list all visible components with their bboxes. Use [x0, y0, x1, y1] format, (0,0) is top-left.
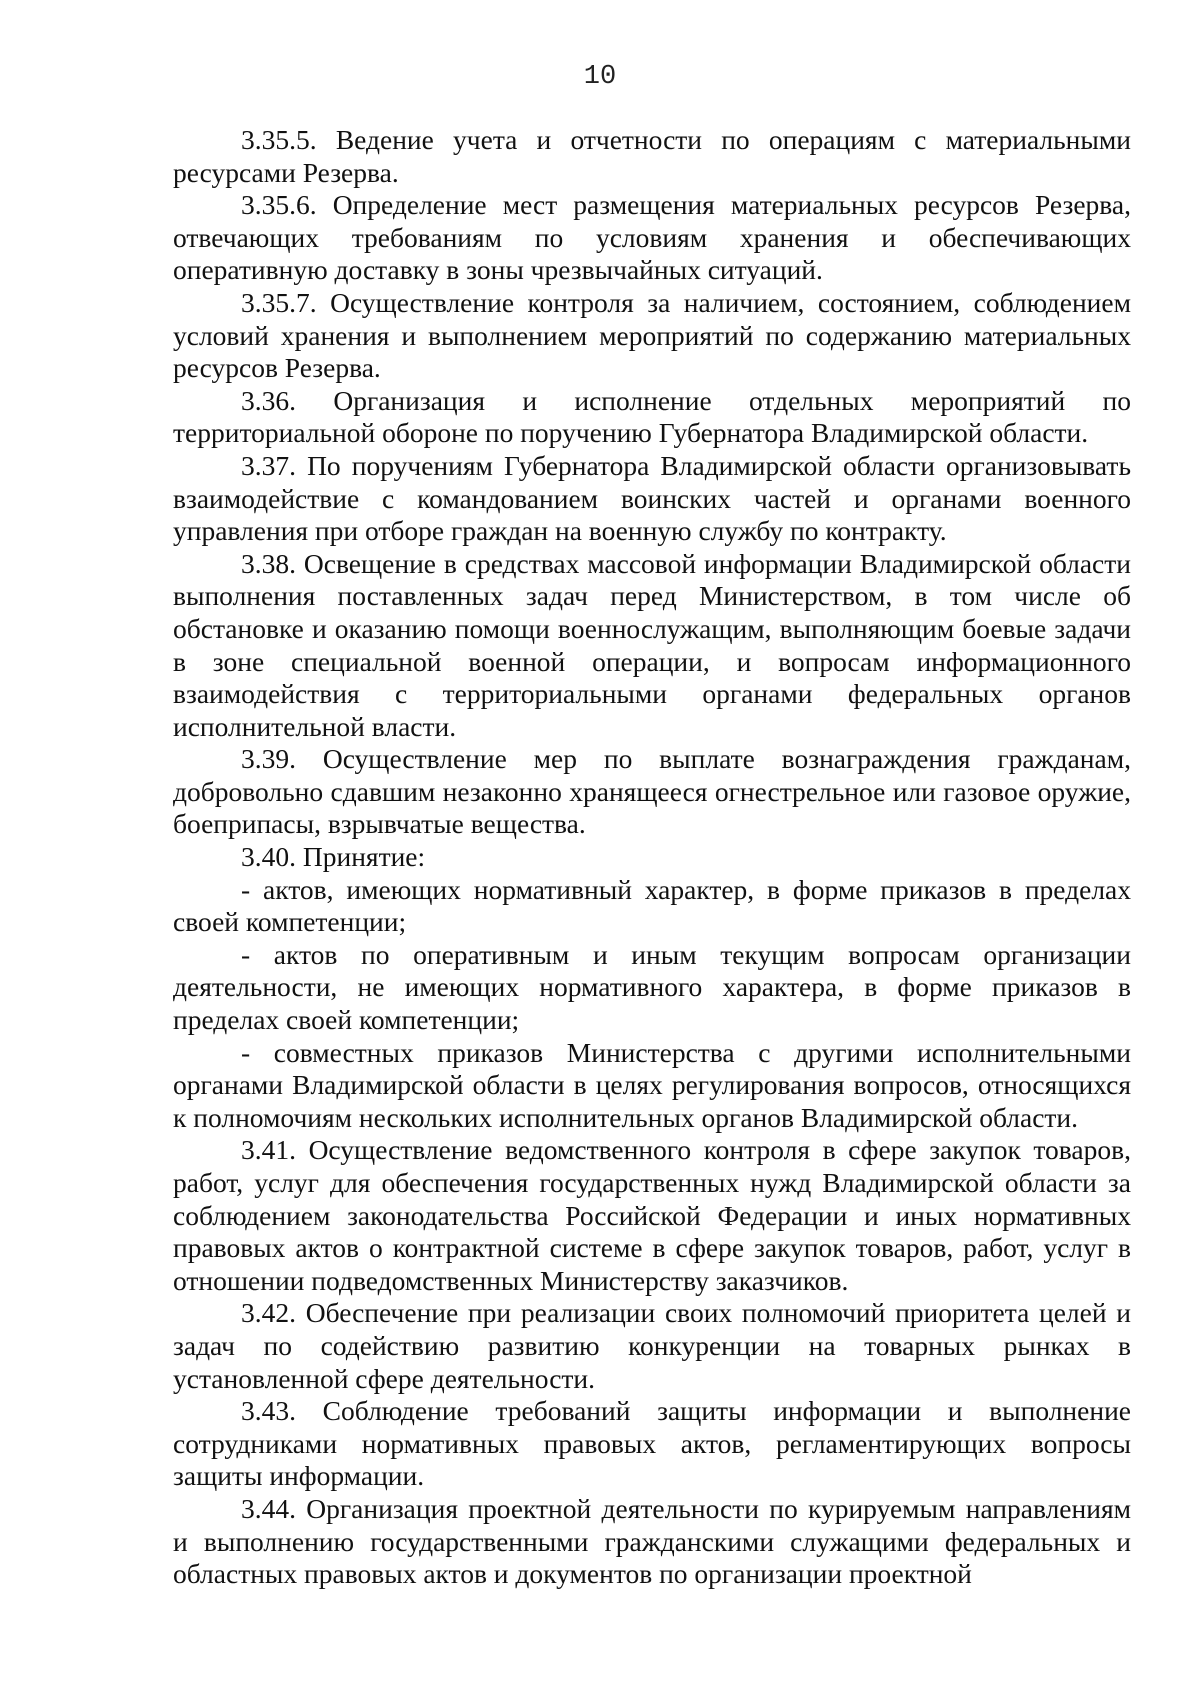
list-item-operational-acts: - актов по оперативным и иным текущим вопросам организации деятельности, не имеющих нормативного характера, в форме приказов в пределах своей компетенции;	[173, 938, 1131, 1036]
paragraph-3-38: 3.38. Освещение в средствах массовой информации Владимирской области выполнения поставленных задач перед Министерством, в том числе об обстановке и оказанию помощи военнослужащим, выполняющим боевые задачи в зоне специальной военной операции, и вопросам информационного взаимодействия с территориальными органами федеральных органов исполнительной власти.	[173, 547, 1131, 742]
paragraph-3-36: 3.36. Организация и исполнение отдельных мероприятий по территориальной обороне по поручению Губернатора Владимирской области.	[173, 384, 1131, 449]
paragraph-3-42: 3.42. Обеспечение при реализации своих полномочий приоритета целей и задач по содействию развитию конкуренции на товарных рынках в установленной сфере деятельности.	[173, 1297, 1131, 1394]
list-item-normative-acts: - актов, имеющих нормативный характер, в форме приказов в пределах своей компетенции;	[173, 873, 1131, 938]
paragraph-3-35-7: 3.35.7. Осуществление контроля за наличием, состоянием, соблюдением условий хранения и выполнением мероприятий по содержанию материальных ресурсов Резерва.	[173, 286, 1131, 384]
paragraph-3-40: 3.40. Принятие:	[241, 841, 426, 873]
page-number: 10	[583, 62, 617, 92]
paragraph-3-35-5: 3.35.5. Ведение учета и отчетности по операциям с материальными ресурсами Резерва.	[173, 124, 1131, 188]
document-body	[173, 124, 1131, 1591]
paragraph-3-35-6: 3.35.6. Определение мест размещения материальных ресурсов Резерва, отвечающих требованиям по условиям хранения и обеспечивающих оперативную доставку в зоны чрезвычайных ситуаций.	[173, 189, 1131, 286]
paragraph-3-39: 3.39. Осуществление мер по выплате вознаграждения гражданам, добровольно сдавшим незаконно хранящееся огнестрельное или газовое оружие, боеприпасы, взрывчатые вещества.	[173, 743, 1131, 840]
list-item-joint-orders: - совместных приказов Министерства с другими исполнительными органами Владимирской области в целях регулирования вопросов, относящихся к полномочиям нескольких исполнительных органов Владимирской области.	[173, 1036, 1131, 1133]
paragraph-3-41: 3.41. Осуществление ведомственного контроля в сфере закупок товаров, работ, услуг для обеспечения государственных нужд Владимирской области за соблюдением законодательства Российской Федерации и иных нормативных правовых актов о контрактной системе в сфере закупок товаров, работ, услуг в отношении подведомственных Министерству заказчиков.	[173, 1134, 1131, 1296]
paragraph-3-44: 3.44. Организация проектной деятельности по курируемым направлениям и выполнению государственными гражданскими служащими федеральных и областных правовых актов и документов по организации проектной	[173, 1492, 1131, 1590]
paragraph-3-37: 3.37. По поручениям Губернатора Владимирской области организовывать взаимодействие с командованием воинских частей и органами военного управления при отборе граждан на военную службу по контракту.	[173, 449, 1131, 547]
paragraph-3-43: 3.43. Соблюдение требований защиты информации и выполнение сотрудниками нормативных правовых актов, регламентирующих вопросы защиты информации.	[173, 1395, 1131, 1492]
